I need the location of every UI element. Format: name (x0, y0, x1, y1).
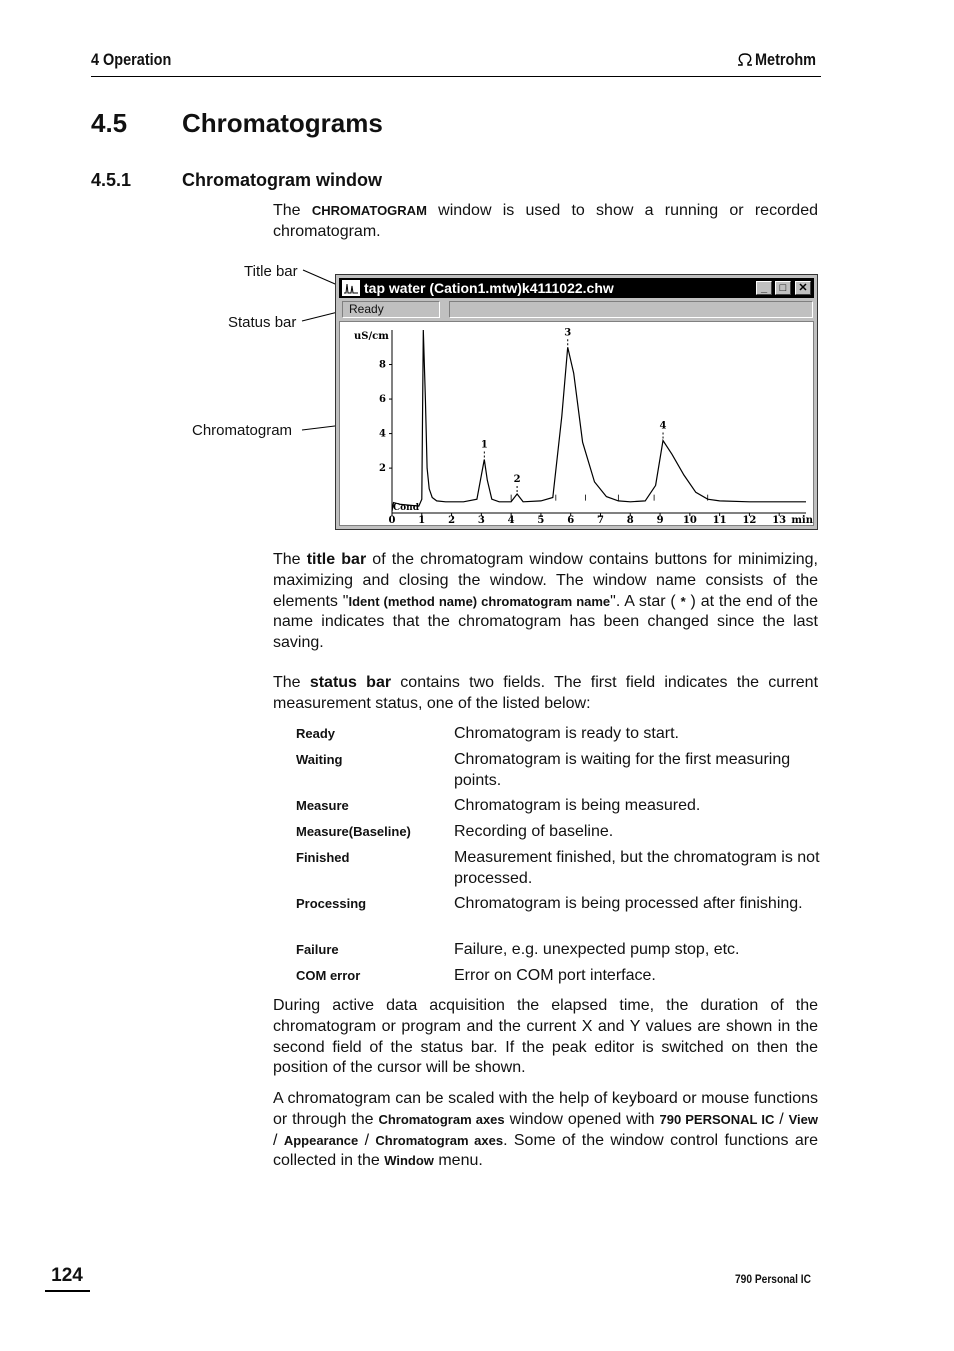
y-tick-label: 6 (379, 394, 386, 406)
x-tick-label: 5 (537, 515, 545, 525)
status-key: Failure (296, 942, 339, 957)
y-tick-label: 8 (379, 359, 386, 371)
status-key: Measure (296, 798, 349, 813)
sc-sep-2: / (273, 1131, 284, 1149)
minimize-button[interactable]: _ (756, 281, 772, 295)
status-key: Waiting (296, 752, 343, 767)
cond-marker-label: Cond (393, 503, 420, 513)
callout-chromatogram: Chromatogram (192, 422, 293, 439)
chromatogram-plot[interactable] (339, 321, 814, 526)
x-tick-label: 8 (626, 515, 634, 525)
status-field-state: Ready (342, 301, 440, 318)
chromatogram-trace (392, 330, 806, 511)
sc-sep-1: / (774, 1110, 789, 1128)
page-number-rule (45, 1290, 90, 1292)
callout-status-bar: Status bar (228, 314, 297, 331)
intro-text-rest: window is used to show a running or recorded chromatogram. (273, 202, 818, 240)
title-bar-paragraph (273, 550, 818, 654)
status-description: Recording of baseline. (454, 823, 614, 840)
status-description: Chromatogram is ready to start. (454, 725, 679, 742)
page-number: 124 (51, 1265, 83, 1286)
section-number: 4.5 (91, 108, 128, 138)
y-tick-label: 4 (379, 428, 386, 440)
running-header-section: 4 Operation (91, 50, 172, 69)
sc-bold-menu-790: 790 PERSONAL IC (659, 1111, 775, 1127)
sc-bold-menu-view: View (788, 1111, 818, 1127)
status-description: Measurement finished, but the chromatogram is not processed. (454, 849, 820, 887)
x-tick-label: 10 (682, 515, 697, 525)
sc-bold-menu-appearance: Appearance (283, 1132, 359, 1148)
status-description: Failure, e.g. unexpected pump stop, etc. (454, 941, 740, 958)
callout-title-bar: Title bar (244, 263, 298, 280)
status-field-info (449, 301, 813, 318)
status-key: Finished (296, 850, 350, 865)
brand-name: Metrohm (755, 50, 817, 69)
x-tick-label: 3 (477, 515, 485, 525)
peak-label: 1 (480, 439, 488, 451)
status-description: Chromatogram is being measured. (454, 797, 701, 814)
section-title: Chromatograms (182, 108, 383, 138)
tb-text-2: of the chromatogram window contains buttons for minimizing, maximizing and closing the window. The window name consists of the elements " (273, 551, 819, 610)
x-tick-label: 2 (448, 515, 456, 525)
tb-text-4: ) at the end of the name indicates that the chromatogram has been changed since the last saving. (273, 592, 819, 652)
tb-bold-window-name: Ident (method name) chromatogram name (348, 593, 611, 609)
acquisition-paragraph: During active data acquisition the elapsed time, the duration of the chromatogram or program and the current X and Y values are shown in the second field of the status bar. If the peak editor is switched on then the position of the cursor will be shown. (273, 997, 818, 1077)
peak-label: 3 (564, 327, 572, 339)
y-tick-label: 2 (379, 463, 386, 475)
sc-bold-window-menu: Window (384, 1153, 434, 1169)
sb-bold-status-bar: status bar (309, 674, 392, 691)
window-status-bar (339, 301, 814, 319)
sc-bold-menu-chromatogram-axes: Chromatogram axes (375, 1132, 504, 1148)
window-title: tap water (Cation1.mtw)k4111022.chw (364, 280, 614, 296)
x-tick-label: 6 (567, 515, 575, 525)
status-description: Chromatogram is waiting for the first measuring points. (454, 751, 791, 789)
window-title-bar[interactable] (339, 278, 814, 298)
intro-text: The (273, 202, 301, 219)
x-tick-label: 9 (656, 515, 664, 525)
x-tick-label: 1 (418, 515, 426, 525)
status-key: COM error (296, 968, 361, 983)
subsection-title: Chromatogram window (182, 170, 383, 190)
peak-label: 4 (659, 420, 667, 432)
sc-text-4: menu. (433, 1152, 483, 1170)
sc-sep-3: / (358, 1131, 376, 1149)
sc-text-1: A chromatogram can be scaled with the help of keyboard or mouse functions or through the (273, 1090, 818, 1128)
footer-product: 790 Personal IC (735, 1272, 811, 1286)
status-key: Processing (296, 896, 367, 911)
x-tick-label: 0 (388, 515, 396, 525)
status-key: Ready (296, 726, 336, 741)
window-name: CHROMATOGRAM (311, 203, 427, 218)
x-axis-label: min (791, 515, 813, 525)
maximize-button[interactable]: □ (775, 281, 791, 295)
chromatogram-app-icon[interactable] (342, 280, 360, 296)
peak-label: 2 (513, 474, 521, 486)
tb-text-3: ". A star ( (610, 592, 681, 610)
scaling-paragraph (273, 1089, 818, 1172)
close-button[interactable]: ✕ (795, 281, 811, 295)
status-description: Error on COM port interface. (454, 967, 656, 984)
status-key: Measure(Baseline) (296, 824, 411, 839)
subsection-number: 4.5.1 (91, 170, 132, 190)
sc-text-2: window opened with (504, 1110, 660, 1128)
sc-text-3: . Some of the window control functions are collected in the (273, 1131, 818, 1170)
x-tick-label: 13 (772, 515, 787, 525)
tb-bold-star: * (680, 593, 686, 609)
y-axis-label: uS/cm (354, 331, 389, 342)
chromatogram-chart[interactable] (340, 322, 813, 525)
x-tick-label: 12 (742, 515, 757, 525)
x-tick-label: 4 (507, 515, 515, 525)
x-tick-label: 7 (597, 515, 604, 525)
tb-text-1: The (273, 551, 307, 568)
status-bar-paragraph (273, 673, 818, 715)
sc-bold-chromatogram-axes: Chromatogram axes (378, 1111, 505, 1127)
status-description: Chromatogram is being processed after finishing. (454, 895, 803, 912)
chromatogram-window[interactable] (335, 274, 818, 530)
x-tick-label: 11 (712, 515, 727, 525)
sb-text-2: contains two fields. The first field indicates the current measurement status, one of the listed below: (273, 674, 819, 712)
tb-bold-title-bar: title bar (306, 551, 367, 568)
sb-text-1: The (273, 674, 310, 691)
